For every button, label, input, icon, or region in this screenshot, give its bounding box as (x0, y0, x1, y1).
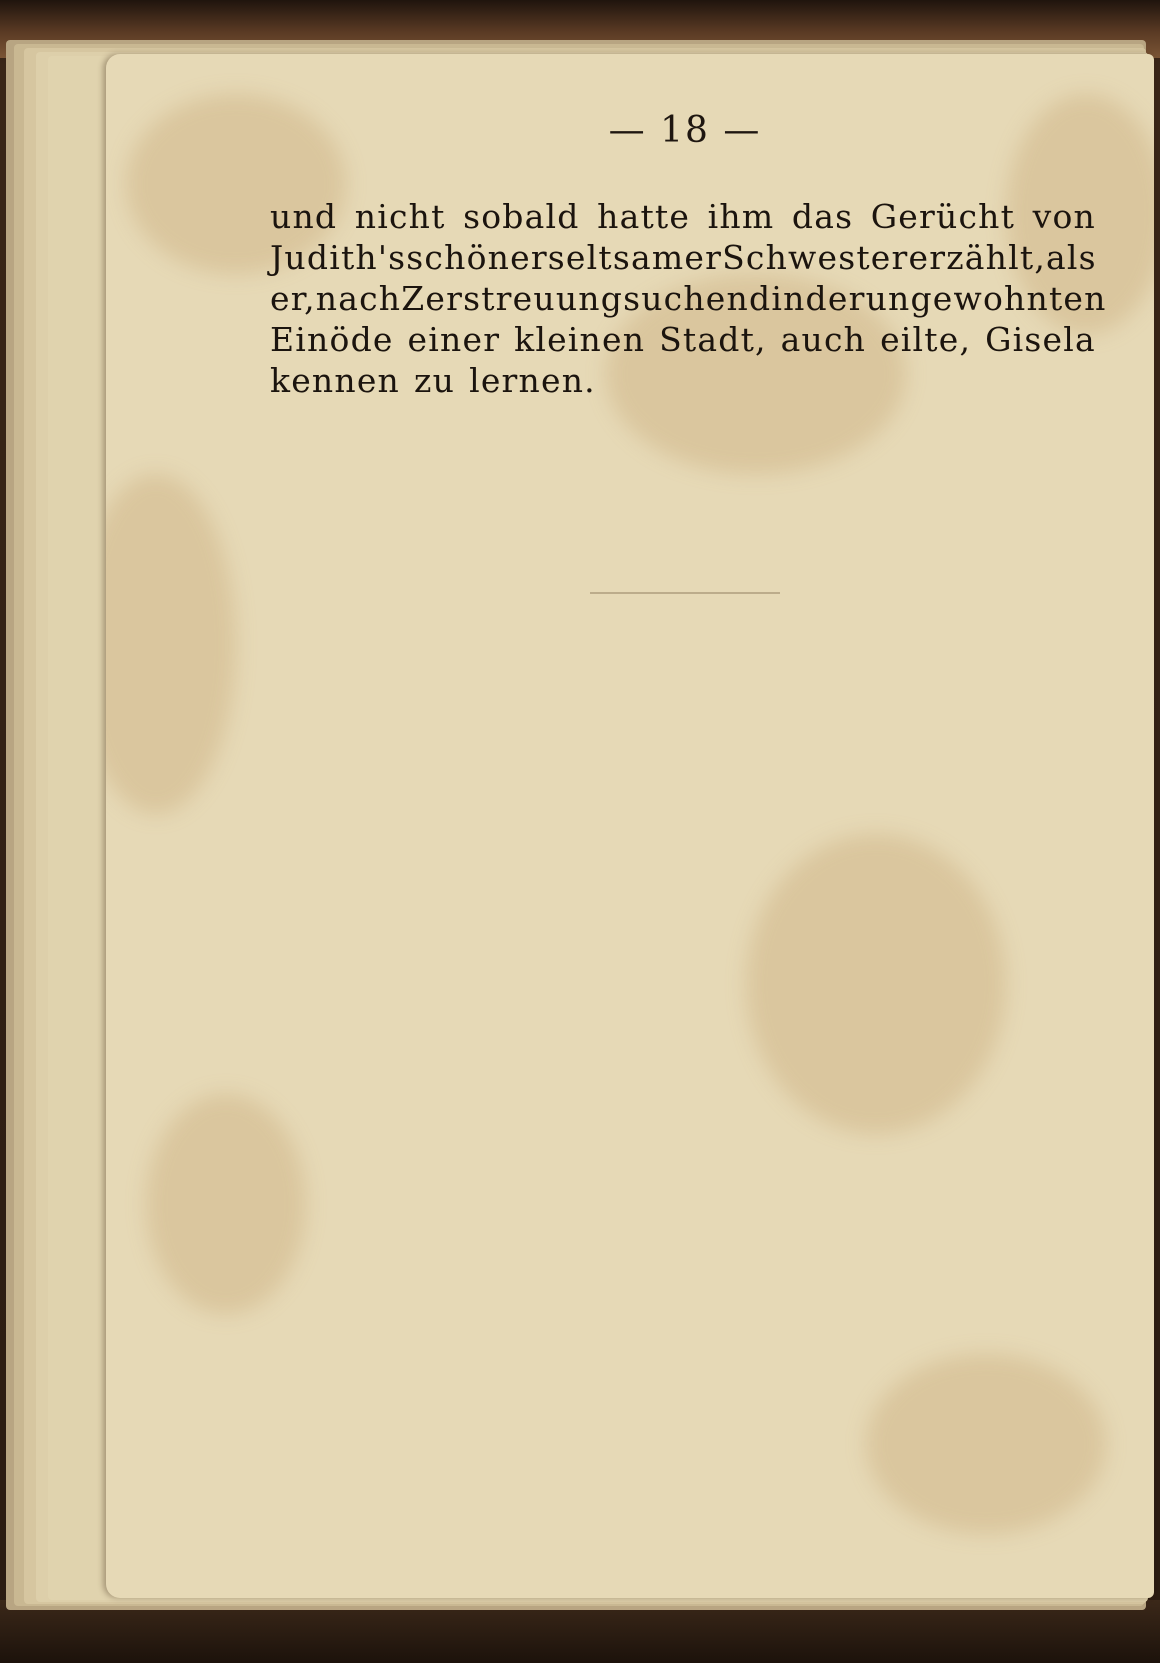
foxing-stain (106, 474, 236, 814)
faint-divider (590, 592, 780, 594)
word: suchend (623, 279, 772, 318)
text-line (270, 196, 1096, 237)
word: er, (270, 279, 316, 318)
word: nicht (354, 197, 446, 236)
word: nach (315, 279, 402, 318)
word: kleinen (514, 320, 646, 359)
text-line (270, 237, 1096, 278)
word: einer (407, 320, 501, 359)
word: Schwester (722, 238, 909, 277)
word: Judith's (270, 238, 407, 277)
word: Zerstreuung (401, 279, 624, 318)
word: von (1032, 197, 1096, 236)
page-number: — 18 — (608, 110, 762, 151)
word: ungewohnten (865, 279, 1107, 318)
word: Gisela (985, 320, 1096, 359)
torn-corner (1146, 1554, 1154, 1598)
word: Einöde (270, 320, 394, 359)
word: auch (780, 320, 867, 359)
word: sobald (463, 197, 580, 236)
word: das (791, 197, 854, 236)
bleed-through-text (266, 374, 1046, 1594)
word: hatte (597, 197, 691, 236)
body-text (270, 196, 1107, 401)
text-line (270, 278, 1107, 319)
word: eilte, (880, 320, 972, 359)
word: als (1046, 238, 1097, 277)
word: Stadt, (659, 320, 767, 359)
word: zu (414, 361, 456, 400)
text-line (270, 360, 1096, 401)
word: erzählt, (908, 238, 1047, 277)
word: kennen (270, 361, 401, 400)
word: der (805, 279, 866, 318)
word: in (771, 279, 806, 318)
word: ihm (707, 197, 775, 236)
word: Gerücht (870, 197, 1016, 236)
word: lernen. (469, 361, 596, 400)
text-line (270, 319, 1096, 360)
word: schöner (406, 238, 548, 277)
word: seltsamer (547, 238, 723, 277)
word: und (270, 197, 338, 236)
